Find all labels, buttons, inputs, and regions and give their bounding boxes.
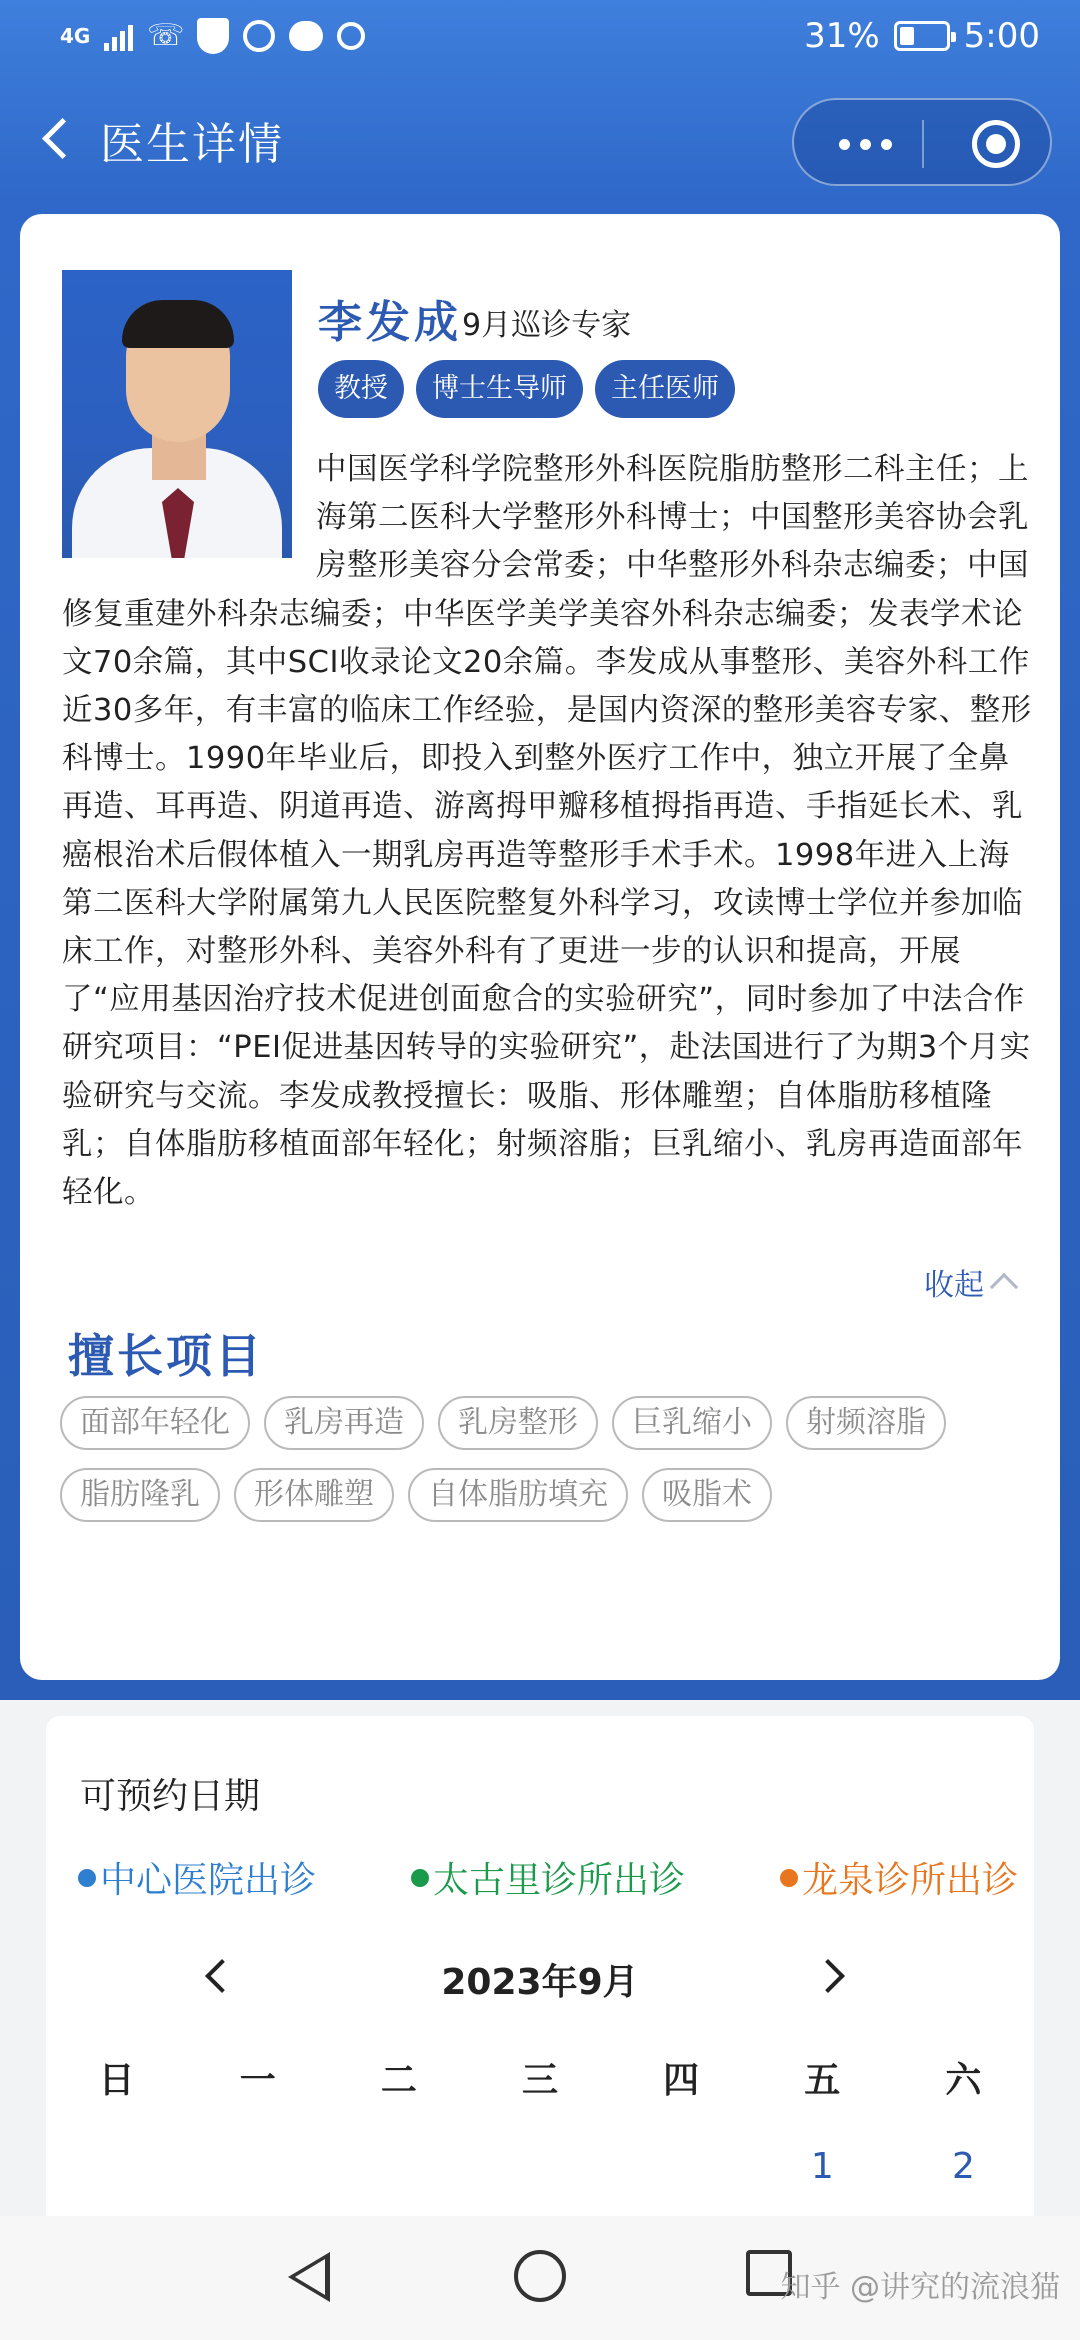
network-type: 4G xyxy=(60,24,91,48)
month-label: 2023年9月 xyxy=(441,1962,639,2003)
next-month-button[interactable] xyxy=(810,1952,854,1996)
signal-icon xyxy=(104,21,133,51)
doctor-name: 李发成 xyxy=(318,297,462,348)
battery-fill xyxy=(900,27,914,45)
search-icon xyxy=(337,22,365,50)
specialty-chip[interactable]: 面部年轻化 xyxy=(60,1396,250,1450)
missed-call-icon: ☏ xyxy=(147,18,185,53)
bulb-icon xyxy=(243,20,275,52)
miniapp-capsule xyxy=(792,98,1052,186)
specialty-chip[interactable]: 形体雕塑 xyxy=(234,1468,394,1522)
weekday: 四 xyxy=(663,2060,700,2101)
back-button[interactable] xyxy=(36,114,86,170)
capsule-divider xyxy=(922,120,924,168)
clinic-longquan xyxy=(780,1852,1018,1903)
collapse-label: 收起 xyxy=(924,1268,984,1303)
home-circle-icon[interactable] xyxy=(514,2250,566,2302)
weekday: 一 xyxy=(239,2060,276,2101)
shield-icon xyxy=(197,18,229,54)
booking-title: 可预约日期 xyxy=(80,1776,261,1817)
month-switcher xyxy=(46,1940,1034,2010)
status-bar xyxy=(0,0,1080,80)
calendar-day[interactable] xyxy=(469,2146,610,2187)
battery-icon xyxy=(894,21,950,51)
calendar-day[interactable]: 1 xyxy=(810,2146,834,2187)
specialty-chip[interactable]: 射频溶脂 xyxy=(786,1396,946,1450)
doctor-bio: 中国医学科学院整形外科医院脂肪整形二科主任；上海第二医科大学整形外科博士；中国整形美容协会乳房整形美容分会常委；中华整形外科杂志编委；中国修复重建外科杂志编委；中华医学美学美容外科杂志编委；发表学术论文70余篇，其中SCI收录论文20余篇。李发成从事整形、美容外科工作近30多年，有丰富的临床工作经验，是国内资深的整形美容专家、整形科博士。1990年毕业后，即投入到整外医疗工作中，独立开展了全鼻再造、耳再造、阴道再造、游离拇甲瓣移植拇指再造、手指延长术、乳癌根治术后假体植入一期乳房再造等整形手术手术。1998年进入上海第二医科大学附属第九人民医院整复外科学习，攻读博士学位并参加临床工作，对整形外科、美容外科有了更进一步的认识和提高，开展了“应用基因治疗技术促进创面愈合的实验研究”，同时参加了中法合作研究项目：“PEI促进基因转导的实验研究”，赴法国进行了为期3个月实验研究与交流。李发成教授擅长：吸脂、形体雕塑；自体脂肪移植隆乳；自体脂肪移植面部年轻化；射频溶脂；巨乳缩小、乳房再造面部年轻化。 xyxy=(62,452,1032,1211)
status-right xyxy=(804,16,1040,56)
clinic-taikoo xyxy=(411,1852,685,1903)
clinic-label: 中心医院出诊 xyxy=(100,1860,317,1901)
tag-phd-supervisor: 博士生导师 xyxy=(416,360,583,418)
system-navigation-bar xyxy=(0,2216,1080,2340)
collapse-button[interactable] xyxy=(924,1260,1014,1304)
clinic-legend xyxy=(78,1852,1018,1903)
calendar-week xyxy=(46,2146,1034,2187)
back-triangle-icon[interactable] xyxy=(288,2252,338,2302)
specialty-chip[interactable]: 自体脂肪填充 xyxy=(408,1468,628,1522)
specialty-chip[interactable]: 脂肪隆乳 xyxy=(60,1468,220,1522)
clinic-label: 龙泉诊所出诊 xyxy=(801,1860,1018,1901)
clinic-dot xyxy=(411,1869,429,1887)
calendar-day[interactable] xyxy=(328,2146,469,2187)
tag-chief-physician: 主任医师 xyxy=(595,360,735,418)
chat-bubble-icon xyxy=(289,21,323,51)
weekday: 三 xyxy=(521,2060,558,2101)
doctor-bio-container xyxy=(62,446,1032,1217)
close-button[interactable] xyxy=(972,120,1020,168)
doctor-card xyxy=(20,214,1060,1680)
specialty-chip[interactable]: 吸脂术 xyxy=(642,1468,772,1522)
calendar-day[interactable] xyxy=(187,2146,328,2187)
weekday-header xyxy=(46,2052,1034,2103)
watermark: 知乎 @讲究的流浪猫 xyxy=(780,2270,1060,2305)
calendar-day[interactable] xyxy=(46,2146,187,2187)
battery-percent: 31% xyxy=(804,16,880,56)
more-button[interactable] xyxy=(830,124,900,164)
nav-bar xyxy=(0,90,1080,190)
specialty-chip[interactable]: 乳房整形 xyxy=(438,1396,598,1450)
specialty-chip[interactable]: 乳房再造 xyxy=(264,1396,424,1450)
status-icons xyxy=(60,18,365,54)
doctor-subtitle: 9月巡诊专家 xyxy=(462,308,632,343)
weekday: 五 xyxy=(804,2060,841,2101)
tag-professor: 教授 xyxy=(318,360,404,418)
calendar-day[interactable]: 2 xyxy=(951,2146,975,2187)
specialty-chip[interactable]: 巨乳缩小 xyxy=(612,1396,772,1450)
clinic-central xyxy=(78,1852,316,1903)
clock: 5:00 xyxy=(963,16,1040,56)
calendar-day[interactable] xyxy=(611,2146,752,2187)
specialties-list xyxy=(60,1396,1040,1522)
clinic-label: 太古里诊所出诊 xyxy=(432,1860,685,1901)
clinic-dot xyxy=(78,1869,96,1887)
clinic-dot xyxy=(780,1869,798,1887)
more-dots-icon xyxy=(839,139,850,150)
page-title: 医生详情 xyxy=(100,119,284,170)
chevron-up-icon xyxy=(990,1273,1018,1301)
weekday: 二 xyxy=(380,2060,417,2101)
weekday: 日 xyxy=(98,2060,135,2101)
doctor-tags xyxy=(318,360,735,418)
specialties-title: 擅长项目 xyxy=(68,1329,264,1383)
weekday: 六 xyxy=(945,2060,982,2101)
